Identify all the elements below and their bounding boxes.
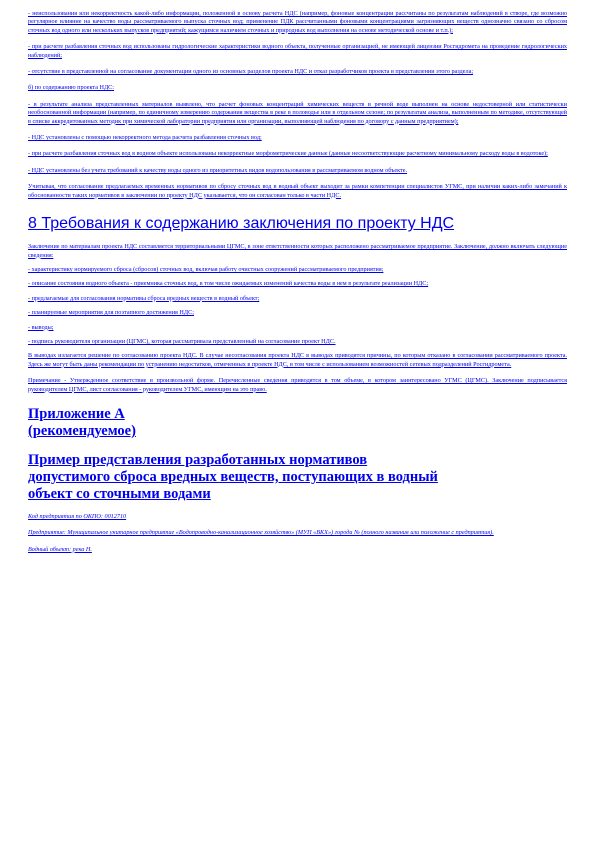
appendix-title-line: Приложение А xyxy=(28,405,125,422)
paragraph[interactable]: - НДС установлены с помощью некорректного метода расчета разбавления сточных вод; xyxy=(28,134,262,142)
paragraph[interactable]: - при расчете разбавления сточных вод в водном объекте использованы некорректные морфометрические данные (данные несоответствующие расчетному минимальному расходу воды в водотоке); xyxy=(28,150,548,158)
paragraph[interactable]: - описание состояния водного объекта - приемника сточных вод, в том числе ожидаемых изменений качества воды в нем в результате реализации НДС; xyxy=(28,280,429,288)
paragraph[interactable]: б) по содержанию проекта НДС: xyxy=(28,84,115,92)
enterprise-line[interactable]: Предприятие: Муниципальное унитарное предприятие «Водопроводно-канализационное хозяйство» (МУП «ВКХ») города № (полного названия или положение с предприятия). xyxy=(28,529,494,537)
section-8-heading[interactable]: 8 Требования к содержанию заключения по проекту НДС xyxy=(28,215,455,233)
paragraph[interactable]: Учитывая, что согласование предлагаемых временных нормативов по сбросу сточных вод в водный объект выходит за рамки компетенции специалистов УГМС, при наличии каких-либо замечаний к обоснованности таких нормативов в заключении по проекту НДС указывается, что он согласован только в части НДС. xyxy=(28,183,567,199)
example-heading[interactable] xyxy=(28,452,567,503)
water-body-line[interactable]: Водный объект: река Н. xyxy=(28,545,92,553)
paragraph[interactable]: - предлагаемые для согласования нормативы сброса вредных веществ в водный объект; xyxy=(28,294,260,302)
example-details xyxy=(28,513,567,554)
example-title-line: допустимого сброса вредных веществ, поступающих в водный xyxy=(28,468,438,485)
top-paragraphs xyxy=(28,10,567,200)
paragraph[interactable]: - НДС установлены без учета требований к качеству воды одного из приоритетных видов водопользования в рассматриваемом водном объекте. xyxy=(28,166,408,174)
paragraph[interactable]: - в результате анализа представленных материалов выявлено, что расчет фоновых концентраций химических веществ в речной воде выполнен на основе недостоверной или статистически необоснованной информации (например, по единичному измерению содержания вещества в реке в половодье или в отдельном сезоне; по результатам анализа, выполненным по методике, отсутствующей в списке аккредитованных методик при химической лаборатории предприятия или организации, выполняющей наблюдения по договору с данным предприятием); xyxy=(28,100,567,125)
paragraph[interactable]: - подпись руководителя организации (ЦГМС), которая рассматривала представленный на согласование проект НДС. xyxy=(28,337,336,345)
paragraph[interactable]: - неиспользования или некорректность какой-либо информации, положенной в основу расчета НДС (например, фоновые концентрации рассчитаны по результатам наблюдений в створе, где возможно регулярное влияние на качество воды рассматриваемого выпуска сточных вод; применение ПДК рассчитанными фоновыми концентрациями загрязняющих веществ однозначно связано со сбросом сточных вод одного или нескольких выпусков предприятий; кажущимся наличием сточных и природных вод выполнения на основе методической основе и т.п.); xyxy=(28,10,567,34)
paragraph[interactable]: - выводы; xyxy=(28,323,54,331)
paragraph[interactable]: В выводах излагается решение по согласованию проекта НДС. В случае несогласования проекта НДС в выводах приводятся причины, по которым отказано в согласовании рассматриваемого проекта. Здесь же могут быть даны рекомендации по устранению недостатков, отмеченных в проекте НДС, в том числе с использованием возможностей сетевых подразделений Росгидромета. xyxy=(28,352,567,368)
paragraph[interactable]: Примечание - Утвержденное соответствие в произвольной форме. Перечисленные сведения приводятся в том объеме, в котором заинтересовано УГМС (ЦГМС). Заключение подписывается руководителем ЦГМС, лист согласования - руководителем УГМС, имеющим на это право. xyxy=(28,377,567,393)
okpo-code-line[interactable]: Код предприятия по ОКПО: 0012710 xyxy=(28,512,127,520)
section-8-paragraphs xyxy=(28,243,567,394)
example-title-line: Пример представления разработанных нормативов xyxy=(28,451,368,468)
paragraph[interactable]: - планируемые мероприятия для поэтапного достижения НДС; xyxy=(28,309,194,317)
paragraph[interactable]: - характеристику нормируемого сброса (сбросов) сточных вод, включая работу очистных сооружений рассматриваемого предприятия; xyxy=(28,265,384,273)
paragraph[interactable]: - отсутствие в представленной на согласование документации одного из основных разделов проекта НДС и отказ разработчиков проекта в представлении этого раздела; xyxy=(28,68,474,76)
example-title-line: объект со сточными водами xyxy=(28,485,211,502)
paragraph[interactable]: - при расчете разбавления сточных вод использованы гидрологические характеристики водного объекта, полученные организацией, не имеющей лицензии Росгидромета на проведение гидрологических наблюдений; xyxy=(28,43,567,59)
paragraph[interactable]: Заключение по материалам проекта НДС составляется территориальными ЦГМС, в зоне ответственности которых расположено рассматриваемое предприятие. Заключение, должно включать следующие сведения: xyxy=(28,243,567,259)
appendix-subtitle-line: (рекомендуемое) xyxy=(28,422,136,439)
appendix-a-heading[interactable] xyxy=(28,406,567,440)
